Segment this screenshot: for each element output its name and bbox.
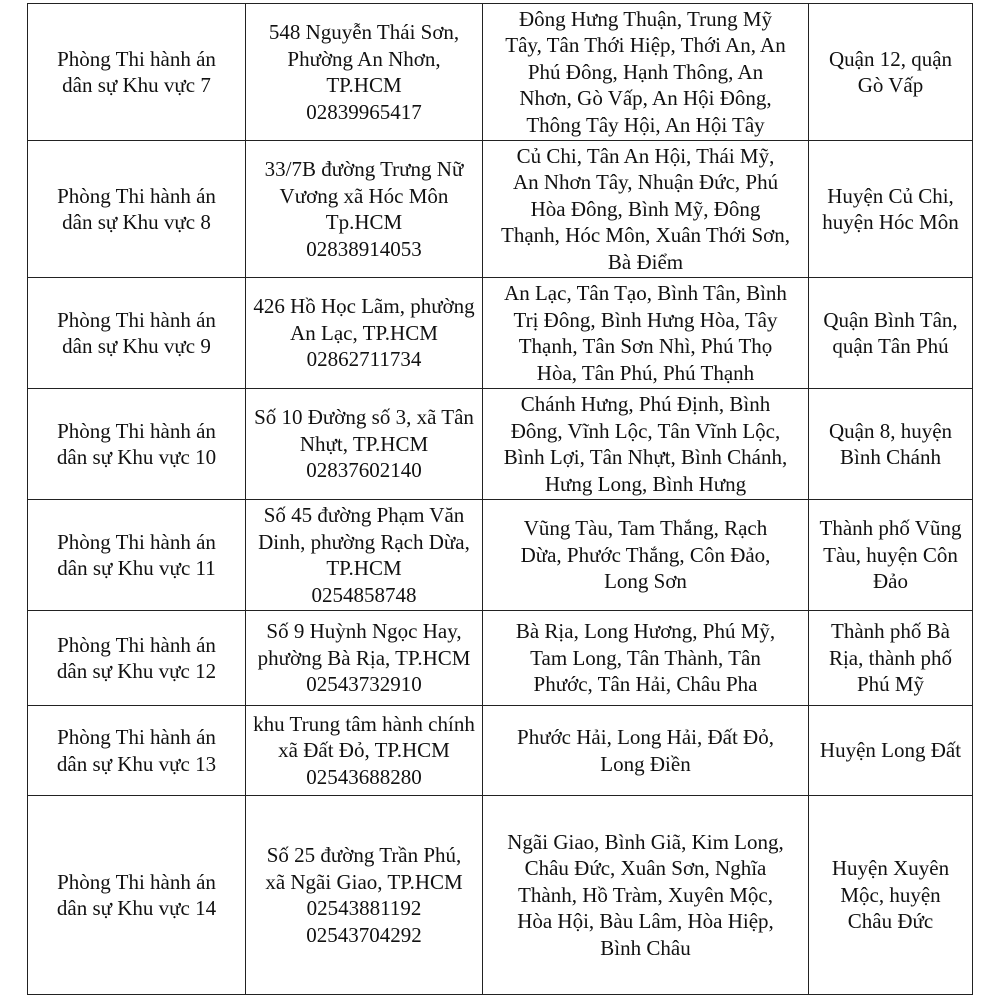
address-line: 548 Nguyễn Thái Sơn, <box>268 20 460 44</box>
wards-line: Bà Điểm <box>607 249 684 274</box>
wards-line: Phước, Tân Hải, Châu Pha <box>533 672 758 697</box>
wards-line: An Lạc, Tân Tạo, Bình Tân, Bình <box>504 281 787 305</box>
wards-cell <box>483 4 809 141</box>
districts-line: Bình Chánh <box>840 445 941 469</box>
office-name-cell <box>28 611 246 706</box>
address-line: TP.HCM <box>326 556 402 580</box>
phone-number: 02862711734 <box>306 347 422 372</box>
wards-line: Đông Hưng Thuận, Trung Mỹ <box>518 6 773 31</box>
districts-line: Huyện Long Đất <box>819 738 962 763</box>
wards-line: Hòa Hội, Bàu Lâm, Hòa Hiệp, <box>517 909 774 934</box>
address-cell <box>246 389 483 500</box>
table-row <box>28 611 973 706</box>
office-line: dân sự Khu vực 12 <box>56 659 217 683</box>
address-cell <box>246 611 483 706</box>
table-row <box>28 706 973 796</box>
wards-line: Hưng Long, Bình Hưng <box>544 471 747 496</box>
office-line: dân sự Khu vực 9 <box>62 334 211 358</box>
address-line: Phường An Nhơn, <box>287 46 441 71</box>
districts-cell <box>809 4 973 141</box>
table-row <box>28 278 973 389</box>
phone-number: 0254858748 <box>311 582 417 607</box>
wards-line: Thạnh, Hóc Môn, Xuân Thới Sơn, <box>501 223 790 248</box>
wards-cell <box>483 141 809 278</box>
districts-line: Quận Bình Tân, <box>823 307 958 332</box>
wards-line: Trị Đông, Bình Hưng Hòa, Tây <box>513 307 778 332</box>
enforcement-offices-table <box>27 3 973 995</box>
wards-line: Bình Lợi, Tân Nhựt, Bình Chánh, <box>503 445 788 469</box>
districts-line: huyện Hóc Môn <box>822 210 959 234</box>
wards-cell <box>483 500 809 611</box>
address-cell <box>246 706 483 796</box>
address-cell <box>246 4 483 141</box>
wards-line: Ngãi Giao, Bình Giã, Kim Long, <box>507 829 784 854</box>
districts-line: Gò Vấp <box>857 73 924 97</box>
wards-line: Bà Rịa, Long Hương, Phú Mỹ, <box>515 619 776 644</box>
address-line: phường Bà Rịa, TP.HCM <box>257 645 471 670</box>
wards-line: Long Sơn <box>604 569 687 594</box>
address-cell <box>246 141 483 278</box>
office-name-cell <box>28 796 246 995</box>
office-name-cell <box>28 4 246 141</box>
office-line: dân sự Khu vực 14 <box>56 896 217 920</box>
phone-number: 02837602140 <box>306 458 422 483</box>
wards-cell <box>483 796 809 995</box>
office-line: Phòng Thi hành án <box>57 529 216 554</box>
wards-line: Bình Châu <box>600 935 691 960</box>
table-row <box>28 500 973 611</box>
districts-line: Thành phố Vũng <box>819 516 962 541</box>
wards-line: Đông, Vĩnh Lộc, Tân Vĩnh Lộc, <box>510 418 781 443</box>
table-row <box>28 796 973 995</box>
address-line: 426 Hồ Học Lãm, phường <box>253 294 475 319</box>
office-line: Phòng Thi hành án <box>57 46 216 71</box>
office-name-cell <box>28 706 246 796</box>
address-cell <box>246 796 483 995</box>
districts-line: Quận 12, quận <box>828 46 953 71</box>
office-line: Phòng Thi hành án <box>57 418 216 443</box>
office-line: dân sự Khu vực 13 <box>56 751 217 776</box>
wards-line: Phú Đông, Hạnh Thông, An <box>527 59 764 84</box>
office-line: Phòng Thi hành án <box>57 869 216 894</box>
phone-number: 02839965417 <box>306 99 422 124</box>
address-line: khu Trung tâm hành chính <box>253 711 475 736</box>
phone-number: 02543881192 <box>306 896 422 920</box>
wards-line: Chánh Hưng, Phú Định, Bình <box>520 392 771 416</box>
wards-line: Vũng Tàu, Tam Thắng, Rạch <box>523 516 768 541</box>
address-line: xã Ngãi Giao, TP.HCM <box>265 869 463 894</box>
office-name-cell <box>28 500 246 611</box>
wards-line: Thạnh, Tân Sơn Nhì, Phú Thọ <box>518 334 773 358</box>
wards-line: Dừa, Phước Thắng, Côn Đảo, <box>520 542 771 567</box>
address-line: Tp.HCM <box>325 210 403 234</box>
address-line: Số 10 Đường số 3, xã Tân <box>254 405 474 430</box>
wards-cell <box>483 611 809 706</box>
districts-cell <box>809 141 973 278</box>
address-line: xã Đất Đỏ, TP.HCM <box>278 738 450 763</box>
wards-line: An Nhơn Tây, Nhuận Đức, Phú <box>512 170 779 195</box>
districts-cell <box>809 706 973 796</box>
office-line: dân sự Khu vực 8 <box>62 210 211 234</box>
address-line: Số 45 đường Phạm Văn <box>263 503 465 527</box>
districts-line: Mộc, huyện <box>840 882 941 907</box>
districts-line: Phú Mỹ <box>856 672 925 697</box>
wards-line: Thành, Hồ Tràm, Xuyên Mộc, <box>518 882 773 907</box>
districts-line: quận Tân Phú <box>832 334 949 358</box>
office-name-cell <box>28 389 246 500</box>
wards-line: Nhơn, Gò Vấp, An Hội Đông, <box>519 86 772 111</box>
address-line: 33/7B đường Trưng Nữ <box>264 157 464 181</box>
office-line: dân sự Khu vực 7 <box>62 73 211 97</box>
districts-line: Châu Đức <box>847 909 934 934</box>
wards-line: Củ Chi, Tân An Hội, Thái Mỹ, <box>516 143 775 168</box>
districts-cell <box>809 278 973 389</box>
phone-number: 02543704292 <box>306 922 422 947</box>
phone-number: 02543688280 <box>306 764 422 789</box>
wards-line: Hòa Đông, Bình Mỹ, Đông <box>530 196 761 221</box>
address-line: Vương xã Hóc Môn <box>279 183 449 208</box>
wards-line: Phước Hải, Long Hải, Đất Đỏ, <box>517 725 774 749</box>
wards-cell <box>483 706 809 796</box>
address-line: Số 9 Huỳnh Ngọc Hay, <box>266 619 462 644</box>
address-cell <box>246 500 483 611</box>
districts-line: Quận 8, huyện <box>828 418 953 443</box>
address-line: TP.HCM <box>326 73 402 97</box>
districts-cell <box>809 500 973 611</box>
wards-cell <box>483 389 809 500</box>
wards-line: Châu Đức, Xuân Sơn, Nghĩa <box>524 856 767 881</box>
districts-line: Thành phố Bà <box>831 619 950 644</box>
address-line: Dinh, phường Rạch Dừa, <box>258 529 470 554</box>
districts-cell <box>809 796 973 995</box>
office-line: Phòng Thi hành án <box>57 632 216 657</box>
wards-line: Tây, Tân Thới Hiệp, Thới An, An <box>505 33 786 58</box>
office-line: dân sự Khu vực 11 <box>57 556 216 580</box>
districts-line: Huyện Củ Chi, <box>827 183 954 208</box>
wards-line: Tam Long, Tân Thành, Tân <box>530 645 761 670</box>
office-name-cell <box>28 141 246 278</box>
office-line: Phòng Thi hành án <box>57 307 216 332</box>
wards-line: Long Điền <box>600 751 691 776</box>
table-row <box>28 389 973 500</box>
address-line: Nhựt, TP.HCM <box>299 431 429 456</box>
table-row <box>28 141 973 278</box>
wards-line: Hòa, Tân Phú, Phú Thạnh <box>536 360 755 385</box>
districts-line: Tàu, huyện Côn <box>823 542 958 567</box>
phone-number: 02838914053 <box>306 236 422 261</box>
phone-number: 02543732910 <box>306 672 422 697</box>
wards-line: Thông Tây Hội, An Hội Tây <box>526 112 765 137</box>
table-body <box>28 4 973 995</box>
districts-cell <box>809 389 973 500</box>
wards-cell <box>483 278 809 389</box>
office-name-cell <box>28 278 246 389</box>
table-row <box>28 4 973 141</box>
address-cell <box>246 278 483 389</box>
office-line: Phòng Thi hành án <box>57 183 216 208</box>
address-line: An Lạc, TP.HCM <box>290 320 438 345</box>
districts-line: Rịa, thành phố <box>828 645 953 670</box>
districts-line: Huyện Xuyên <box>831 856 950 881</box>
districts-line: Đảo <box>873 569 908 594</box>
address-line: Số 25 đường Trần Phú, <box>266 843 462 867</box>
office-line: Phòng Thi hành án <box>57 725 216 749</box>
office-line: dân sự Khu vực 10 <box>56 445 217 469</box>
districts-cell <box>809 611 973 706</box>
